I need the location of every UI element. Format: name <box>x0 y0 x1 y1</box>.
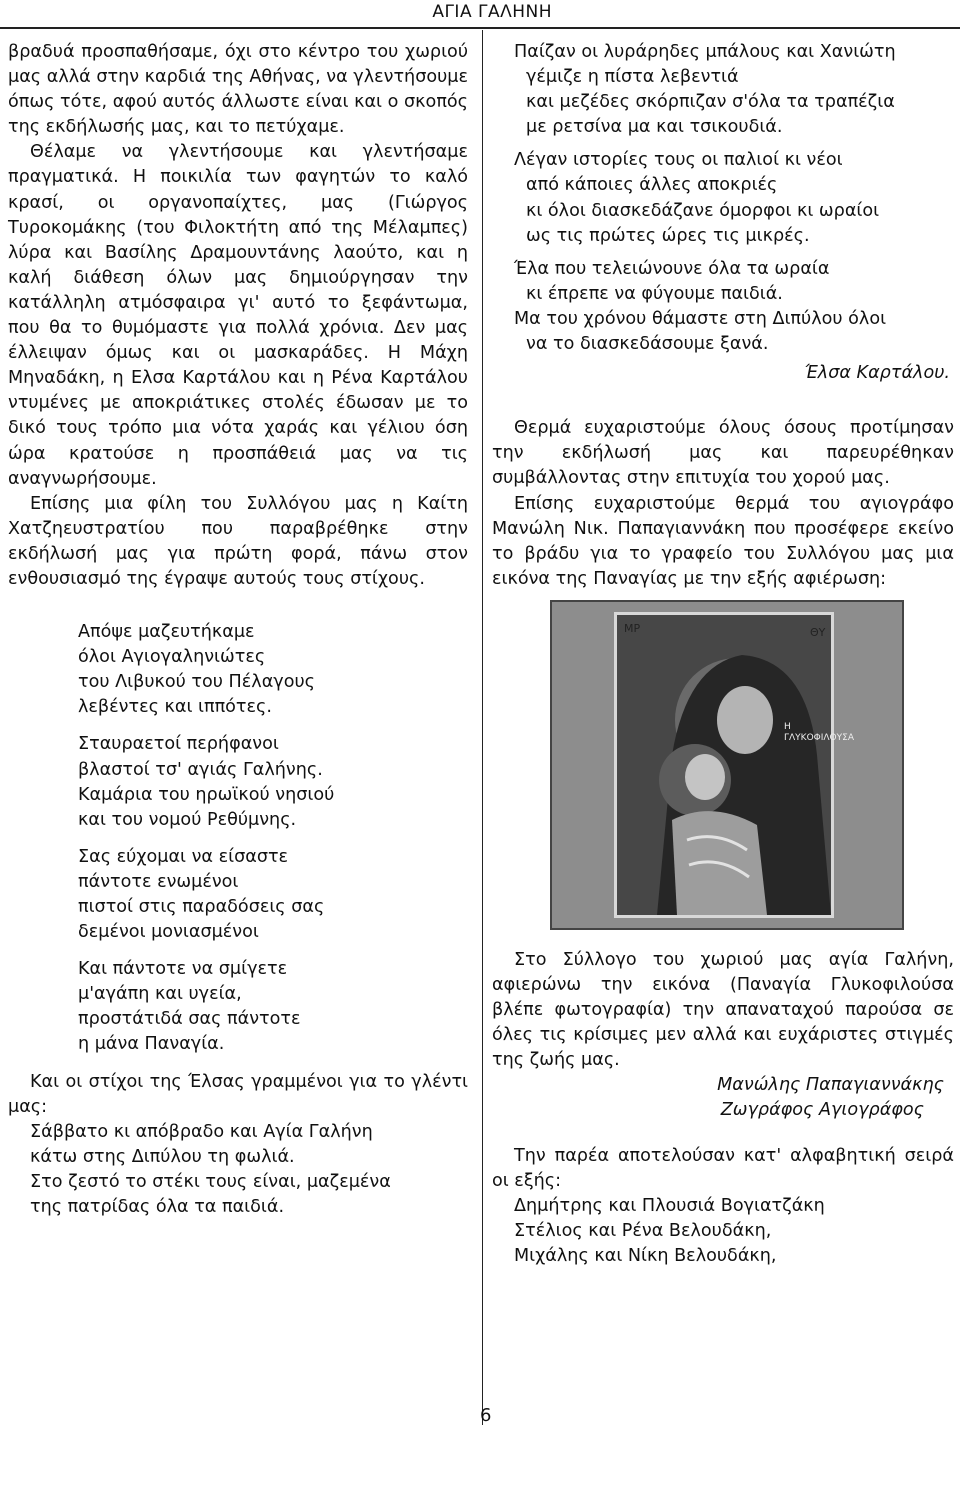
poem-line: με ρετσίνα μα και τσικουδιά. <box>526 117 783 138</box>
list-item: Μιχάλης και Νίκη Βελουδάκη, <box>514 1245 777 1266</box>
poem-line: λεβέντες και ιππότες. <box>78 697 272 718</box>
poem-line: γέμιζε η πίστα λεβεντιά <box>526 67 739 88</box>
poem-stanza <box>492 148 954 248</box>
poem-line: πιστοί στις παραδόσεις σας <box>78 897 325 917</box>
paragraph-iconographer: Επίσης ευχαριστούμε θερμά του αγιογράφο Μανώλη Νικ. Παπαγιαννάκη που προσέφερε εκείνο το βράδυ για το γραφείο του Συλλόγου μας μια εικόνα της Παναγίας με την εξής αφιέρωση: <box>492 493 954 589</box>
icon-photo <box>550 600 904 930</box>
poem-line: του Λιβυκού του Πέλαγους <box>78 672 315 693</box>
poem-line: κι όλοι διασκεδάζανε όμορφοι κι ωραίοι <box>526 200 880 221</box>
poem-line: μ'αγάπη και υγεία, <box>78 984 242 1005</box>
poem-stanza <box>78 845 468 945</box>
poem-line: Σταυραετοί περήφανοι <box>78 734 279 755</box>
poem-line: ως τις πρώτες ώρες τις μικρές. <box>526 225 810 246</box>
poem-stanza <box>492 40 954 140</box>
icon-panel <box>614 612 854 918</box>
right-column <box>492 40 954 1269</box>
list-item: Δημήτρης και Πλουσιά Βογιατζάκη <box>514 1195 825 1216</box>
poem-line: να το διασκεδάσουμε ξανά. <box>526 334 769 355</box>
virgin-mary-icon <box>617 615 854 915</box>
poem-line: η μάνα Παναγία. <box>78 1034 225 1055</box>
poem-line: Καμάρια του ηρωϊκού νησιού <box>78 784 335 805</box>
poem-stanza <box>78 957 468 1057</box>
paragraph-company: Την παρέα αποτελούσαν κατ' αλφαβητική σειρά οι εξής: <box>492 1145 954 1191</box>
header-title: ΑΓΙΑ ΓΑΛΗΝΗ <box>432 2 552 22</box>
poem-line: Σας εύχομαι να είσαστε <box>78 846 289 867</box>
poem-katie <box>8 620 468 1058</box>
poem-line: της πατρίδας όλα τα παιδιά. <box>30 1197 285 1218</box>
poem-line: Σάββατο κι απόβραδο και Αγία Γαλήνη <box>30 1121 373 1142</box>
signature-papagiannakis: Μανώλης Παπαγιαννάκης <box>717 1075 944 1096</box>
left-column <box>8 40 468 1220</box>
poem-stanza <box>492 257 954 357</box>
icon-label-thy: ΘΥ <box>810 625 826 639</box>
paragraph-dedication: Στο Σύλλογο του χωριού μας αγία Γαλήνη, αφιερώνω την εικόνα (Παναγία Γλυκοφιλούσα βλέπε φωτογραφία) την απαναταχού παρούσα σε όλες τις κρίσιμες μεν αλλά και ευχάριστες στιγμές της ζωής μας. <box>492 949 954 1071</box>
list-item: Στέλιος και Ρένα Βελουδάκη, <box>514 1220 772 1241</box>
page-number: 6 <box>480 1405 492 1426</box>
names-list <box>492 1194 954 1269</box>
poem-line: Στο ζεστό το στέκι τους είναι, μαζεμένα <box>30 1171 391 1192</box>
icon-label-mr: ΜΡ <box>624 621 641 635</box>
signature-title: Ζωγράφος Αγιογράφος <box>720 1100 924 1121</box>
header-rule <box>0 27 960 29</box>
poem-elsa-continued <box>492 40 954 357</box>
poem-line: κι έπρεπε να φύγουμε παιδιά. <box>526 283 783 304</box>
paragraph-party: Θέλαμε να γλεντήσουμε και γλεντήσαμε πραγματικά. Η ποικιλία των φαγητών το καλό κρασί, οι οργανοπαίχτες, μας (Γιώργος Τυροκομάκης (του Φιλοκτήτη από της Μέλαμπες) λύρα και Βασίλης Δραμουντάνης λαούτο, και η καλή διάθεση όλων μας δημιούργησαν την κατάλληλη ατμόσφαιρα γι' αυτό το ξεφάντωμα, που θα το θυμόμαστε για πολλά χρόνια. Δεν μας έλλειψαν όμως και οι μασκαράδες. Η Μάχη Μηναδάκη, η Ελσα Καρτάλου και η Ρένα Καρτάλου ντυμένες με αποκριάτικες στολές έδωσαν με το δικό τους τρόπο μια νότα χαράς και γέλιου όση ώρα κρατούσε η προσπάθειά μας να τις αναγνωρήσουμε. <box>8 142 468 489</box>
poem-stanza <box>78 732 468 832</box>
paragraph-thanks: Θερμά ευχαριστούμε όλους όσους προτίμησαν την εκδήλωσή μας και παρευρέθηκαν συμβάλλοντας στην επιτυχία του χορού μας. <box>492 418 954 489</box>
poem-line: βλαστοί τσ' αγιάς Γαλήνης. <box>78 759 323 780</box>
poem-line: προστάτιδά σας πάντοτε <box>78 1009 301 1030</box>
page-header <box>0 0 960 34</box>
poem-line: πάντοτε ενωμένοι <box>78 871 239 892</box>
poem-line: Και πάντοτε να σμίγετε <box>78 959 288 980</box>
poem-line: Μα του χρόνου θάμαστε στη Διπύλου όλοι <box>514 308 887 329</box>
poem-line: Παίζαν οι λυράρηδες μπάλους και Χανιώτη <box>514 42 896 62</box>
poem-line: κάτω στης Διπύλου τη φωλιά. <box>30 1146 295 1167</box>
poem-line: από κάποιες άλλες αποκριές <box>526 175 778 196</box>
poem-stanza <box>78 620 468 720</box>
poem-line: όλοι Αγιογαληνιώτες <box>78 647 266 668</box>
signature-elsa: Έλσα Καρτάλου. <box>804 363 950 384</box>
paragraph-elsa-intro: Και οι στίχοι της Έλσας γραμμένοι για το γλέντι μας: <box>8 1071 468 1117</box>
poem-line: Απόψε μαζευτήκαμε <box>78 622 255 643</box>
paragraph-intro: βραδυά προσπαθήσαμε, όχι στο κέντρο του χωριού μας αλλά στην καρδιά της Αθήνας, να γλεντήσουμε όπως τότε, αφού αυτός άλλωστε είναι και ο σκοπός της εκδήλωσής μας, και το πετύχαμε. <box>8 42 468 138</box>
poem-line: Λέγαν ιστορίες τους οι παλιοί κι νέοι <box>514 150 843 171</box>
poem-line: και του νομού Ρεθύμνης. <box>78 809 297 830</box>
poem-line: δεμένοι μονιασμένοι <box>78 922 259 943</box>
poem-line: και μεζέδες σκόρπιζαν σ'όλα τα τραπέζια <box>526 92 895 113</box>
poem-line: Έλα που τελειώνουνε όλα τα ωραία <box>514 258 830 279</box>
icon-caption: Η ΓΛΥΚΟΦΙΛΟΥΣΑ <box>784 721 854 743</box>
column-divider <box>482 30 483 1425</box>
poem-elsa-start <box>8 1120 468 1220</box>
paragraph-poem-intro: Επίσης μια φίλη του Συλλόγου μας η Καίτη Χατζηευστρατίου που παραβρέθηκε στην εκδήλωσή μας για πρώτη φορά, πάνω στον ενθουσιασμό της έγραψε αυτούς τους στίχους. <box>8 493 468 589</box>
